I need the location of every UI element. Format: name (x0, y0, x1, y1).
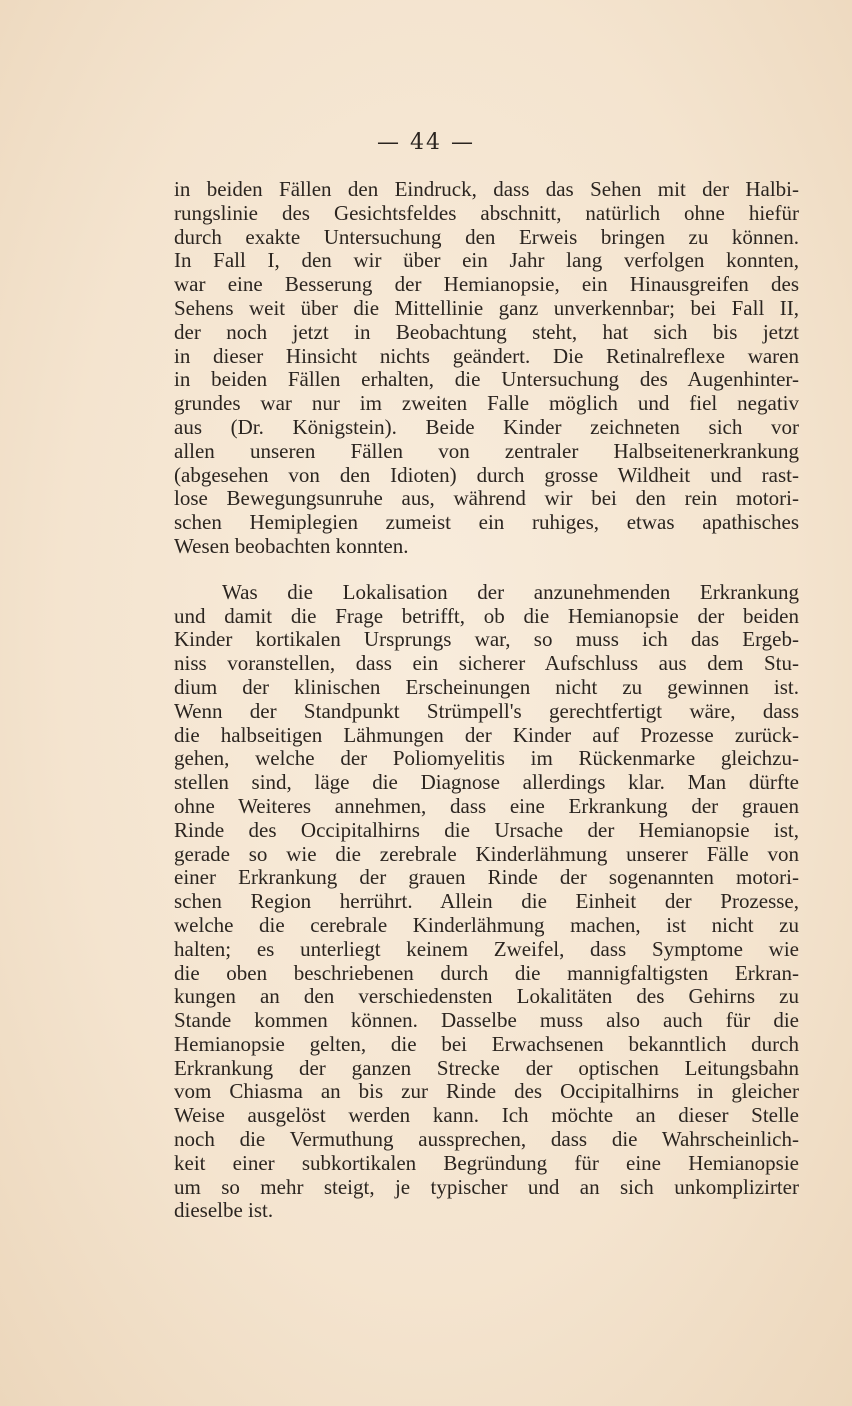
text-line: aus (Dr. Königstein). Beide Kinder zeichneten sich vor (174, 414, 799, 439)
text-line: die oben beschriebenen durch die mannigfaltigsten Erkran- (174, 960, 799, 985)
text-line: gerade so wie die zerebrale Kinderlähmung unserer Fälle von (174, 841, 799, 866)
text-line: durch exakte Untersuchung den Erweis bringen zu können. (174, 224, 799, 249)
text-line: In Fall I, den wir über ein Jahr lang verfolgen konnten, (174, 248, 799, 273)
text-line: Wesen beobachten konnten. (174, 533, 409, 558)
text-line: stellen sind, läge die Diagnose allerdings klar. Man dürfte (174, 770, 799, 795)
text-line: welche die cerebrale Kinderlähmung machen, ist nicht zu (174, 912, 799, 937)
text-line: halten; es unterliegt keinem Zweifel, dass Symptome wie (174, 936, 799, 961)
text-line: in dieser Hinsicht nichts geändert. Die Retinalreflexe waren (174, 343, 799, 368)
text-line: keit einer subkortikalen Begründung für eine Hemianopsie (174, 1150, 799, 1175)
text-line: gehen, welche der Poliomyelitis im Rückenmarke gleichzu- (174, 746, 799, 771)
text-line: grundes war nur im zweiten Falle möglich und fiel negativ (174, 391, 799, 416)
text-line: Hemianopsie gelten, die bei Erwachsenen bekanntlich durch (174, 1031, 799, 1056)
text-line: Sehens weit über die Mittellinie ganz unverkennbar; bei Fall II, (174, 295, 799, 320)
text-line: niss voranstellen, dass ein sicherer Aufschluss aus dem Stu- (174, 651, 799, 676)
text-line: in beiden Fällen erhalten, die Untersuchung des Augenhinter- (174, 367, 799, 392)
page-number: — 44 — (377, 130, 475, 155)
text-line: ohne Weiteres annehmen, dass eine Erkrankung der grauen (174, 793, 799, 818)
text-line: die halbseitigen Lähmungen der Kinder auf Prozesse zurück- (174, 722, 799, 747)
paragraph-2 (174, 581, 799, 1224)
text-line: Weise ausgelöst werden kann. Ich möchte an dieser Stelle (174, 1103, 799, 1128)
text-line: kungen an den verschiedensten Lokalitäten des Gehirns zu (174, 984, 799, 1009)
text-line: war eine Besserung der Hemianopsie, ein Hinausgreifen des (174, 272, 799, 297)
text-line: lose Bewegungsunruhe aus, während wir bei den rein motori- (174, 486, 799, 511)
text-line: Kinder kortikalen Ursprungs war, so muss ich das Ergeb- (174, 627, 799, 652)
text-line: um so mehr steigt, je typischer und an sich unkomplizirter (174, 1174, 799, 1199)
text-line: allen unseren Fällen von zentraler Halbseitenerkrankung (174, 438, 799, 463)
paragraph-1 (174, 178, 799, 559)
text-line: schen Hemiplegien zumeist ein ruhiges, etwas apathisches (174, 510, 799, 535)
text-line: dium der klinischen Erscheinungen nicht zu gewinnen ist. (174, 674, 799, 699)
text-line: einer Erkrankung der grauen Rinde der sogenannten motori- (174, 865, 799, 890)
body-text (174, 178, 799, 1223)
text-line: vom Chiasma an bis zur Rinde des Occipitalhirns in gleicher (174, 1079, 799, 1104)
text-line: der noch jetzt in Beobachtung steht, hat sich bis jetzt (174, 319, 799, 344)
text-line: in beiden Fällen den Eindruck, dass das Sehen mit der Halbi- (174, 177, 799, 201)
text-line: dieselbe ist. (174, 1198, 274, 1223)
text-line: noch die Vermuthung aussprechen, dass die Wahrscheinlich- (174, 1127, 799, 1152)
paragraph-gap (174, 559, 799, 581)
text-line: und damit die Frage betrifft, ob die Hemianopsie der beiden (174, 603, 799, 628)
text-line: schen Region herrührt. Allein die Einheit der Prozesse, (174, 889, 799, 914)
text-line: Wenn der Standpunkt Strümpell's gerechtfertigt wäre, dass (174, 698, 799, 723)
text-line: Erkrankung der ganzen Strecke der optischen Leitungsbahn (174, 1055, 799, 1080)
text-line: Was die Lokalisation der anzunehmenden Erkrankung (222, 579, 799, 604)
text-line: Rinde des Occipitalhirns die Ursache der Hemianopsie ist, (174, 817, 799, 842)
text-line: (abgesehen von den Idioten) durch grosse Wildheit und rast- (174, 462, 799, 487)
text-line: rungslinie des Gesichtsfeldes abschnitt, natürlich ohne hiefür (174, 200, 799, 225)
text-line: Stande kommen können. Dasselbe muss also auch für die (174, 1008, 799, 1033)
